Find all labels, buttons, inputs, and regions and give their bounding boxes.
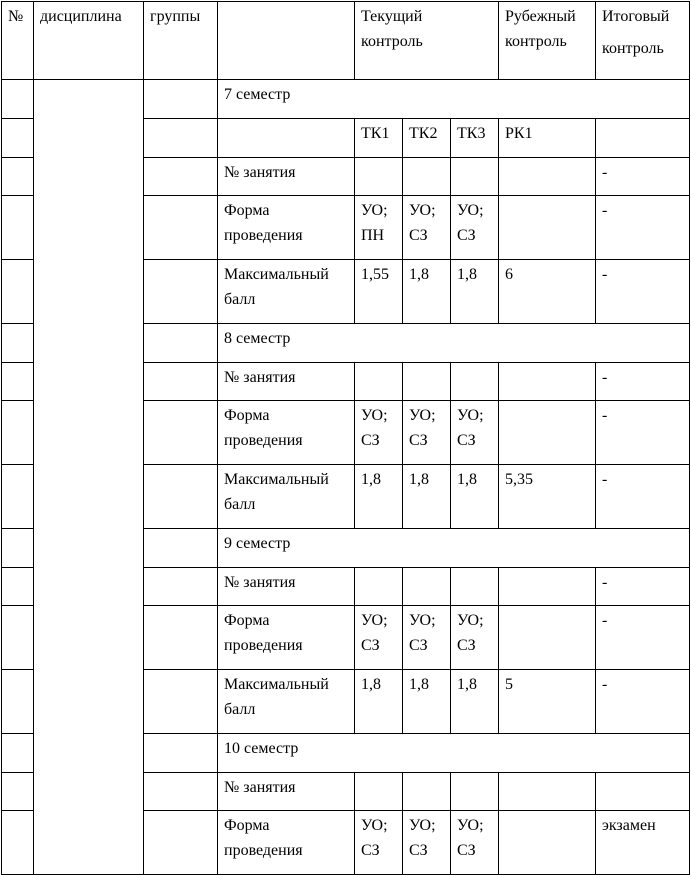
max-label xyxy=(218,465,355,529)
tk1-max: 1,8 xyxy=(355,465,403,529)
max-label-line2: балл xyxy=(224,291,256,308)
form-line1: УО; xyxy=(457,407,484,424)
rk1-cell xyxy=(499,568,596,606)
control-schedule-table xyxy=(1,1,690,875)
num-cell xyxy=(2,734,34,773)
tk3-cell xyxy=(451,568,499,606)
groups-cell xyxy=(144,401,218,465)
form-label-line1: Форма xyxy=(224,817,270,834)
form-final: - xyxy=(596,606,690,670)
rk1-max: 5,35 xyxy=(499,465,596,529)
num-cell xyxy=(2,401,34,465)
tk3-max: 1,8 xyxy=(451,670,499,734)
form-line1: УО; xyxy=(409,407,436,424)
form-label xyxy=(218,606,355,670)
form-line2: СЗ xyxy=(361,637,380,654)
lesson-label: № занятия xyxy=(218,158,355,196)
groups-cell xyxy=(144,324,218,363)
form-label-line2: проведения xyxy=(224,842,303,859)
form-line1: УО; xyxy=(361,612,388,629)
rk1-cell xyxy=(499,363,596,401)
tk3-form xyxy=(451,606,499,670)
groups-cell xyxy=(144,260,218,324)
form-label-line1: Форма xyxy=(224,612,270,629)
form-final: - xyxy=(596,196,690,260)
header-final-control xyxy=(596,2,690,80)
rk1-cell xyxy=(499,158,596,196)
tk2-form xyxy=(403,401,451,465)
form-final: экзамен xyxy=(596,811,690,875)
rk1-label: РК1 xyxy=(499,119,596,158)
max-label xyxy=(218,260,355,324)
tk3-cell xyxy=(451,363,499,401)
num-cell xyxy=(2,196,34,260)
groups-cell xyxy=(144,529,218,568)
form-label-line2: проведения xyxy=(224,637,303,654)
groups-cell xyxy=(144,80,218,119)
groups-cell xyxy=(144,773,218,811)
form-line1: УО; xyxy=(361,407,388,424)
form-line1: УО; xyxy=(457,817,484,834)
form-line1: УО; xyxy=(457,202,484,219)
tk2-form xyxy=(403,606,451,670)
semester-title: 9 семестр xyxy=(218,529,690,568)
tk1-cell xyxy=(355,158,403,196)
num-cell xyxy=(2,606,34,670)
num-cell xyxy=(2,568,34,606)
form-line2: ПН xyxy=(361,227,385,244)
tk1-max: 1,8 xyxy=(355,670,403,734)
tk3-cell xyxy=(451,773,499,811)
num-cell xyxy=(2,119,34,158)
tk3-max: 1,8 xyxy=(451,260,499,324)
lesson-final: - xyxy=(596,363,690,401)
max-label-line1: Максимальный xyxy=(224,266,329,283)
final-cell xyxy=(596,119,690,158)
tk1-form xyxy=(355,401,403,465)
tk1-max: 1,55 xyxy=(355,260,403,324)
tk3-cell xyxy=(451,158,499,196)
tk2-cell xyxy=(403,773,451,811)
header-discipline: дисциплина xyxy=(34,2,144,80)
form-line1: УО; xyxy=(361,817,388,834)
tk3-max: 1,8 xyxy=(451,465,499,529)
groups-cell xyxy=(144,119,218,158)
num-cell xyxy=(2,260,34,324)
semester-title: 7 семестр xyxy=(218,80,690,119)
tk3-form xyxy=(451,401,499,465)
max-label-line1: Максимальный xyxy=(224,676,329,693)
header-current-control xyxy=(355,2,499,80)
tk3-label: ТК3 xyxy=(451,119,499,158)
lesson-label: № занятия xyxy=(218,363,355,401)
groups-cell xyxy=(144,363,218,401)
num-cell xyxy=(2,80,34,119)
form-label-line2: проведения xyxy=(224,227,303,244)
groups-cell xyxy=(144,465,218,529)
form-label-line2: проведения xyxy=(224,432,303,449)
max-label-line2: балл xyxy=(224,701,256,718)
header-groups: группы xyxy=(144,2,218,80)
form-final: - xyxy=(596,401,690,465)
max-label-line2: балл xyxy=(224,496,256,513)
form-line2: СЗ xyxy=(409,227,428,244)
label-cell xyxy=(218,119,355,158)
num-cell xyxy=(2,465,34,529)
form-line2: СЗ xyxy=(409,432,428,449)
groups-cell xyxy=(144,670,218,734)
form-label-line1: Форма xyxy=(224,407,270,424)
header-current-line2: контроль xyxy=(361,33,423,50)
groups-cell xyxy=(144,196,218,260)
rk1-max: 5 xyxy=(499,670,596,734)
form-label xyxy=(218,196,355,260)
max-label xyxy=(218,670,355,734)
tk1-cell xyxy=(355,773,403,811)
header-num: № xyxy=(2,2,34,80)
rk1-form xyxy=(499,196,596,260)
groups-cell xyxy=(144,158,218,196)
form-line1: УО; xyxy=(457,612,484,629)
form-line2: СЗ xyxy=(409,637,428,654)
semester-title: 8 семестр xyxy=(218,324,690,363)
tk2-form xyxy=(403,196,451,260)
rk1-form xyxy=(499,401,596,465)
form-line2: СЗ xyxy=(361,432,380,449)
lesson-final: - xyxy=(596,568,690,606)
num-cell xyxy=(2,158,34,196)
groups-cell xyxy=(144,568,218,606)
tk1-cell xyxy=(355,568,403,606)
tk1-form xyxy=(355,196,403,260)
max-final: - xyxy=(596,465,690,529)
header-midterm-control xyxy=(499,2,596,80)
max-final: - xyxy=(596,670,690,734)
form-line2: СЗ xyxy=(361,842,380,859)
form-line2: СЗ xyxy=(457,637,476,654)
tk2-max: 1,8 xyxy=(403,670,451,734)
lesson-final xyxy=(596,773,690,811)
header-midterm-line2: контроль xyxy=(505,33,567,50)
groups-cell xyxy=(144,606,218,670)
form-line1: УО; xyxy=(409,612,436,629)
header-final-line1: Итоговый xyxy=(602,8,670,25)
header-empty xyxy=(218,2,355,80)
semester-title-row xyxy=(2,80,690,119)
tk2-cell xyxy=(403,568,451,606)
form-label xyxy=(218,401,355,465)
rk1-max: 6 xyxy=(499,260,596,324)
tk1-label: ТК1 xyxy=(355,119,403,158)
num-cell xyxy=(2,773,34,811)
max-final: - xyxy=(596,260,690,324)
num-cell xyxy=(2,363,34,401)
form-line2: СЗ xyxy=(409,842,428,859)
header-midterm-line1: Рубежный xyxy=(505,8,576,25)
num-cell xyxy=(2,529,34,568)
tk2-cell xyxy=(403,158,451,196)
tk2-cell xyxy=(403,363,451,401)
num-cell xyxy=(2,670,34,734)
max-label-line1: Максимальный xyxy=(224,471,329,488)
header-current-line1: Текущий xyxy=(361,8,423,25)
form-line1: УО; xyxy=(409,202,436,219)
form-line1: УО; xyxy=(409,817,436,834)
tk1-cell xyxy=(355,363,403,401)
lesson-label: № занятия xyxy=(218,568,355,606)
tk3-form xyxy=(451,196,499,260)
lesson-final: - xyxy=(596,158,690,196)
tk2-max: 1,8 xyxy=(403,465,451,529)
form-label-line1: Форма xyxy=(224,202,270,219)
rk1-cell xyxy=(499,773,596,811)
form-line2: СЗ xyxy=(457,842,476,859)
header-row xyxy=(2,2,690,80)
header-final-line2: контроль xyxy=(602,40,664,57)
form-line2: СЗ xyxy=(457,227,476,244)
tk2-label: ТК2 xyxy=(403,119,451,158)
tk1-form xyxy=(355,606,403,670)
lesson-label: № занятия xyxy=(218,773,355,811)
discipline-cell xyxy=(34,80,144,875)
form-line1: УО; xyxy=(361,202,388,219)
tk2-max: 1,8 xyxy=(403,260,451,324)
num-cell xyxy=(2,324,34,363)
form-line2: СЗ xyxy=(457,432,476,449)
rk1-form xyxy=(499,606,596,670)
semester-title: 10 семестр xyxy=(218,734,690,773)
groups-cell xyxy=(144,734,218,773)
